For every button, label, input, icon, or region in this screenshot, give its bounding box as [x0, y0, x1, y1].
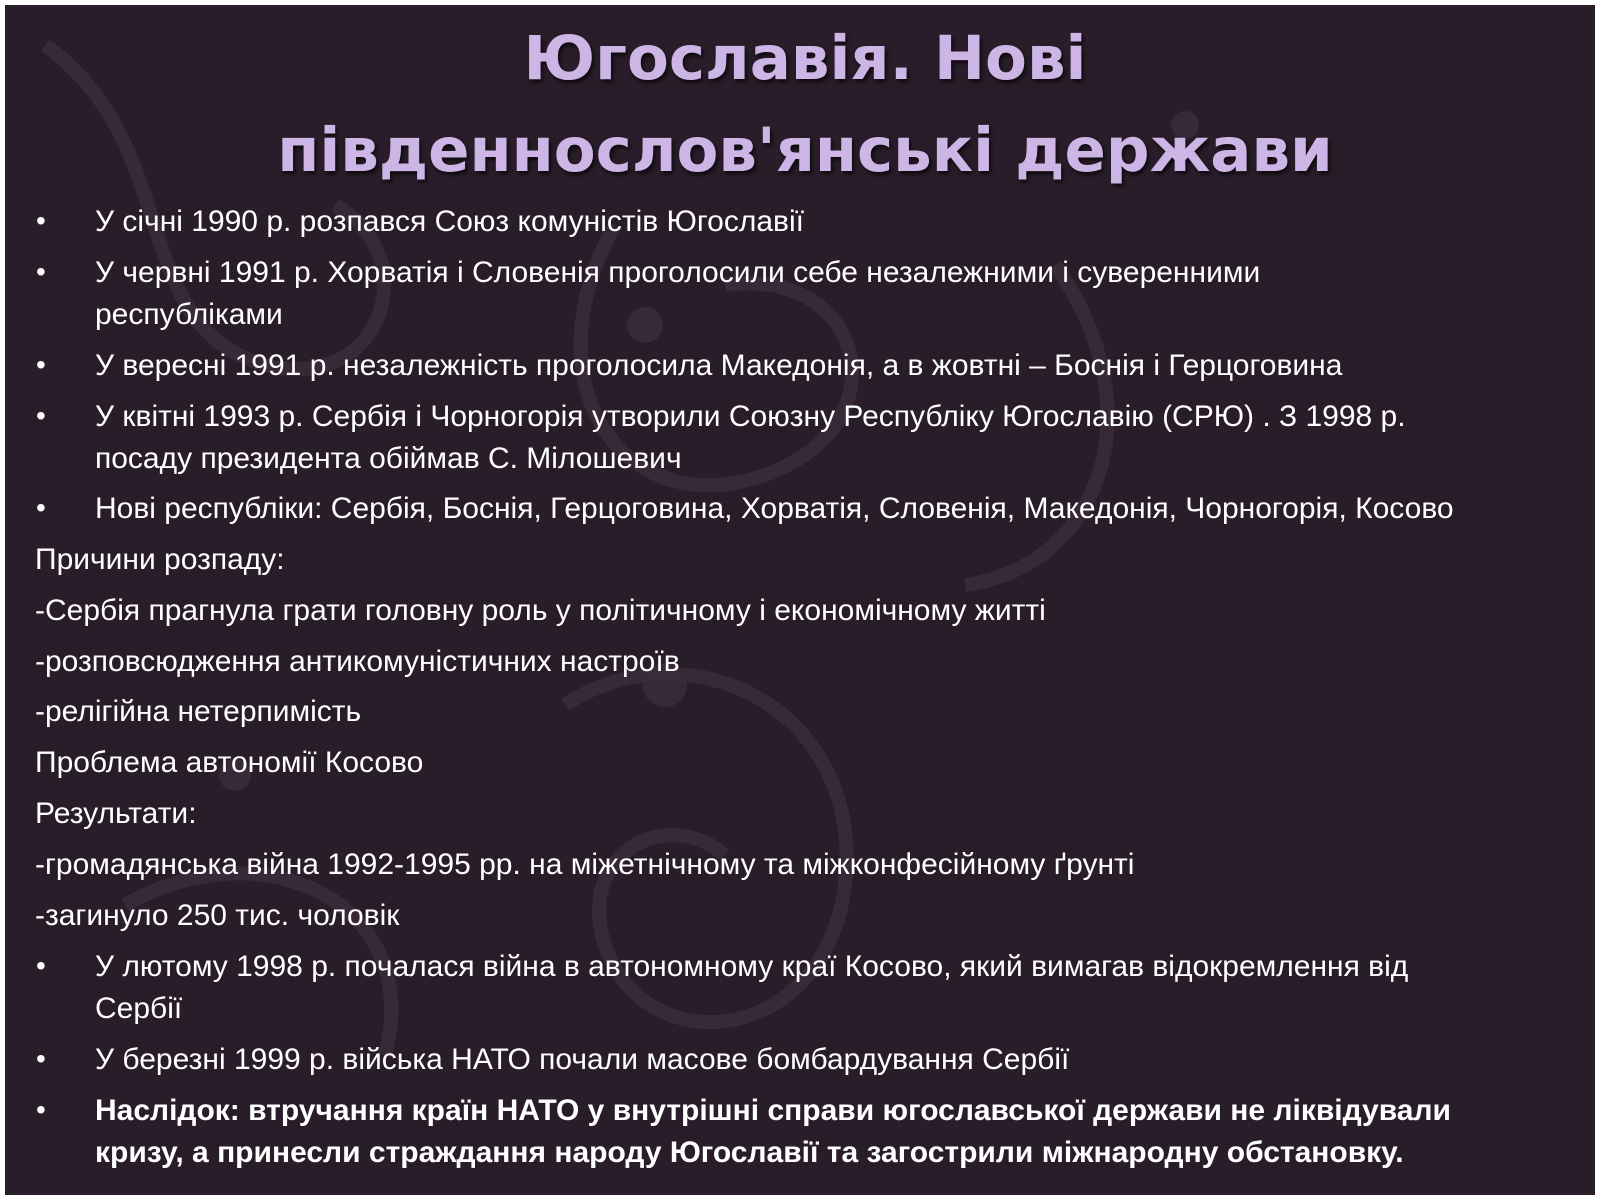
- kosovo-problem-line: Проблема автономії Косово: [35, 746, 424, 779]
- bullet-dot: •: [36, 205, 46, 236]
- bullet-text-continuation: Сербії: [95, 992, 183, 1025]
- cause-item: -релігійна нетерпимість: [35, 695, 362, 728]
- bullet-dot: •: [36, 349, 46, 380]
- bullet-dot: •: [36, 492, 46, 523]
- result-item: -загинуло 250 тис. чоловік: [35, 899, 400, 932]
- bullet-text: У червні 1991 р. Хорватія і Словенія проголосили себе незалежними і суверенними: [95, 256, 1261, 289]
- bullet-dot: •: [36, 400, 46, 431]
- bullet-dot: •: [36, 1043, 46, 1074]
- bullet-text: У лютому 1998 р. почалася війна в автономному краї Косово, який вимагав відокремлення від: [95, 950, 1409, 983]
- bullet-text: У квітні 1993 р. Сербія і Чорногорія утворили Союзну Республіку Югославію (СРЮ) . З 1998 р.: [95, 400, 1406, 433]
- result-item: -громадянська війна 1992-1995 рр. на міжетнічному та міжконфесійному ґрунті: [35, 848, 1135, 881]
- bullet-dot: •: [36, 1094, 46, 1125]
- consequence-text: Наслідок: втручання країн НАТО у внутрішні справи югославської держави не ліквідували: [95, 1094, 1451, 1127]
- cause-item: -Сербія прагнула грати головну роль у політичному і економічному житті: [35, 594, 1046, 627]
- consequence-text-continuation: кризу, а принесли страждання народу Югославії та загострили міжнародну обстановку.: [95, 1136, 1404, 1169]
- bullet-dot: •: [36, 256, 46, 287]
- bullet-text-continuation: республіками: [95, 298, 283, 331]
- section-heading-causes: Причини розпаду:: [35, 543, 285, 576]
- bullet-text: У березні 1999 р. війська НАТО почали масове бомбардування Сербії: [95, 1043, 1070, 1076]
- bullet-dot: •: [36, 950, 46, 981]
- title-line-1: Югославія. Нові: [523, 23, 1087, 94]
- bullet-text: У січні 1990 р. розпався Союз комуністів Югославії: [95, 205, 804, 238]
- section-heading-results: Результати:: [35, 797, 197, 830]
- bullet-text: Нові республіки: Сербія, Боснія, Герцоговина, Хорватія, Словенія, Македонія, Чорногорія, Косово: [95, 492, 1454, 525]
- slide-body: [5, 5, 1595, 1195]
- bullet-text: У вересні 1991 р. незалежність проголосила Македонія, а в жовтні – Боснія і Герцоговина: [95, 349, 1343, 382]
- bullet-text-continuation: посаду президента обіймав С. Мілошевич: [95, 442, 682, 475]
- title-line-2: південнослов'янські держави: [277, 115, 1333, 186]
- slide: [5, 5, 1595, 1195]
- cause-item: -розповсюдження антикомуністичних настроїв: [35, 645, 680, 678]
